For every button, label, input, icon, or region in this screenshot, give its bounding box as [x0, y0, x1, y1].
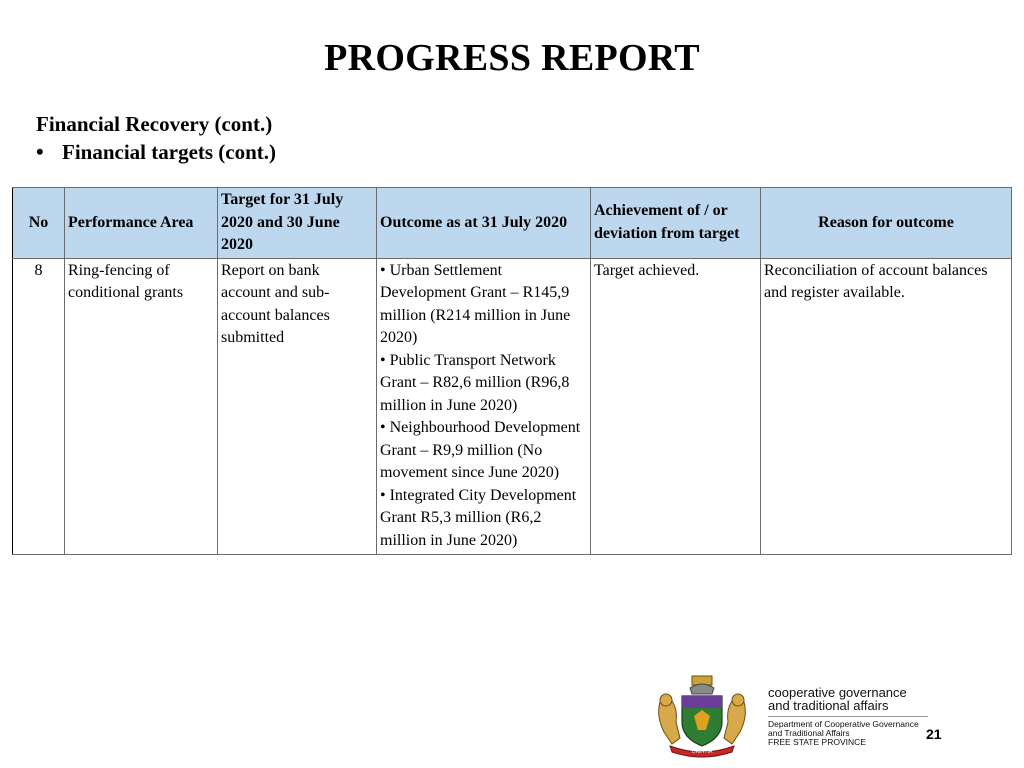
svg-text:ORETHA: ORETHA: [691, 749, 713, 755]
page-title: PROGRESS REPORT: [324, 37, 700, 79]
cell-outcome: [377, 258, 591, 555]
column-header-no: No: [13, 188, 65, 259]
dept-sub-line1: Department of Cooperative Governance: [768, 719, 919, 729]
page-number: 21: [926, 726, 942, 742]
column-header-outcome: Outcome as at 31 July 2020: [377, 188, 591, 259]
cell-target: Report on bank account and sub-account balances submitted: [218, 258, 377, 555]
department-branding: [768, 686, 928, 747]
dept-name-line2: and traditional affairs: [768, 698, 889, 713]
column-header-reason: Reason for outcome: [761, 188, 1012, 259]
table-header-row: [13, 188, 1012, 259]
outcome-item: • Public Transport Network Grant – R82,6 million (R96,8 million in June 2020): [380, 351, 570, 414]
column-header-performance-area: Performance Area: [65, 188, 218, 259]
dept-name-line1: cooperative governance: [768, 685, 907, 700]
table-row: [13, 258, 1012, 555]
dept-sub-line3: FREE STATE PROVINCE: [768, 737, 866, 747]
cell-no: 8: [13, 258, 65, 555]
bullet-line: [36, 138, 276, 166]
column-header-target: Target for 31 July 2020 and 30 June 2020: [218, 188, 377, 259]
cell-performance-area: Ring-fencing of conditional grants: [65, 258, 218, 555]
coat-of-arms-icon: [650, 672, 754, 758]
progress-table: [12, 187, 1012, 555]
section-header: [36, 110, 276, 166]
cell-achievement: Target achieved.: [591, 258, 761, 555]
dept-sub-line2: and Traditional Affairs: [768, 728, 850, 738]
divider: [768, 716, 928, 717]
footer-logo-block: [650, 672, 950, 758]
cell-reason: Reconciliation of account balances and register available.: [761, 258, 1012, 555]
column-header-achievement: Achievement of / or deviation from target: [591, 188, 761, 259]
section-subheading: Financial targets (cont.): [62, 140, 277, 164]
outcome-item: • Integrated City Development Grant R5,3 million (R6,2 million in June 2020): [380, 486, 577, 549]
section-heading: Financial Recovery (cont.): [36, 112, 273, 136]
outcome-item: • Urban Settlement Development Grant – R145,9 million (R214 million in June 2020): [380, 261, 571, 346]
outcome-item: • Neighbourhood Development Grant – R9,9 million (No movement since June 2020): [380, 419, 581, 481]
bullet-glyph: •: [36, 139, 44, 164]
